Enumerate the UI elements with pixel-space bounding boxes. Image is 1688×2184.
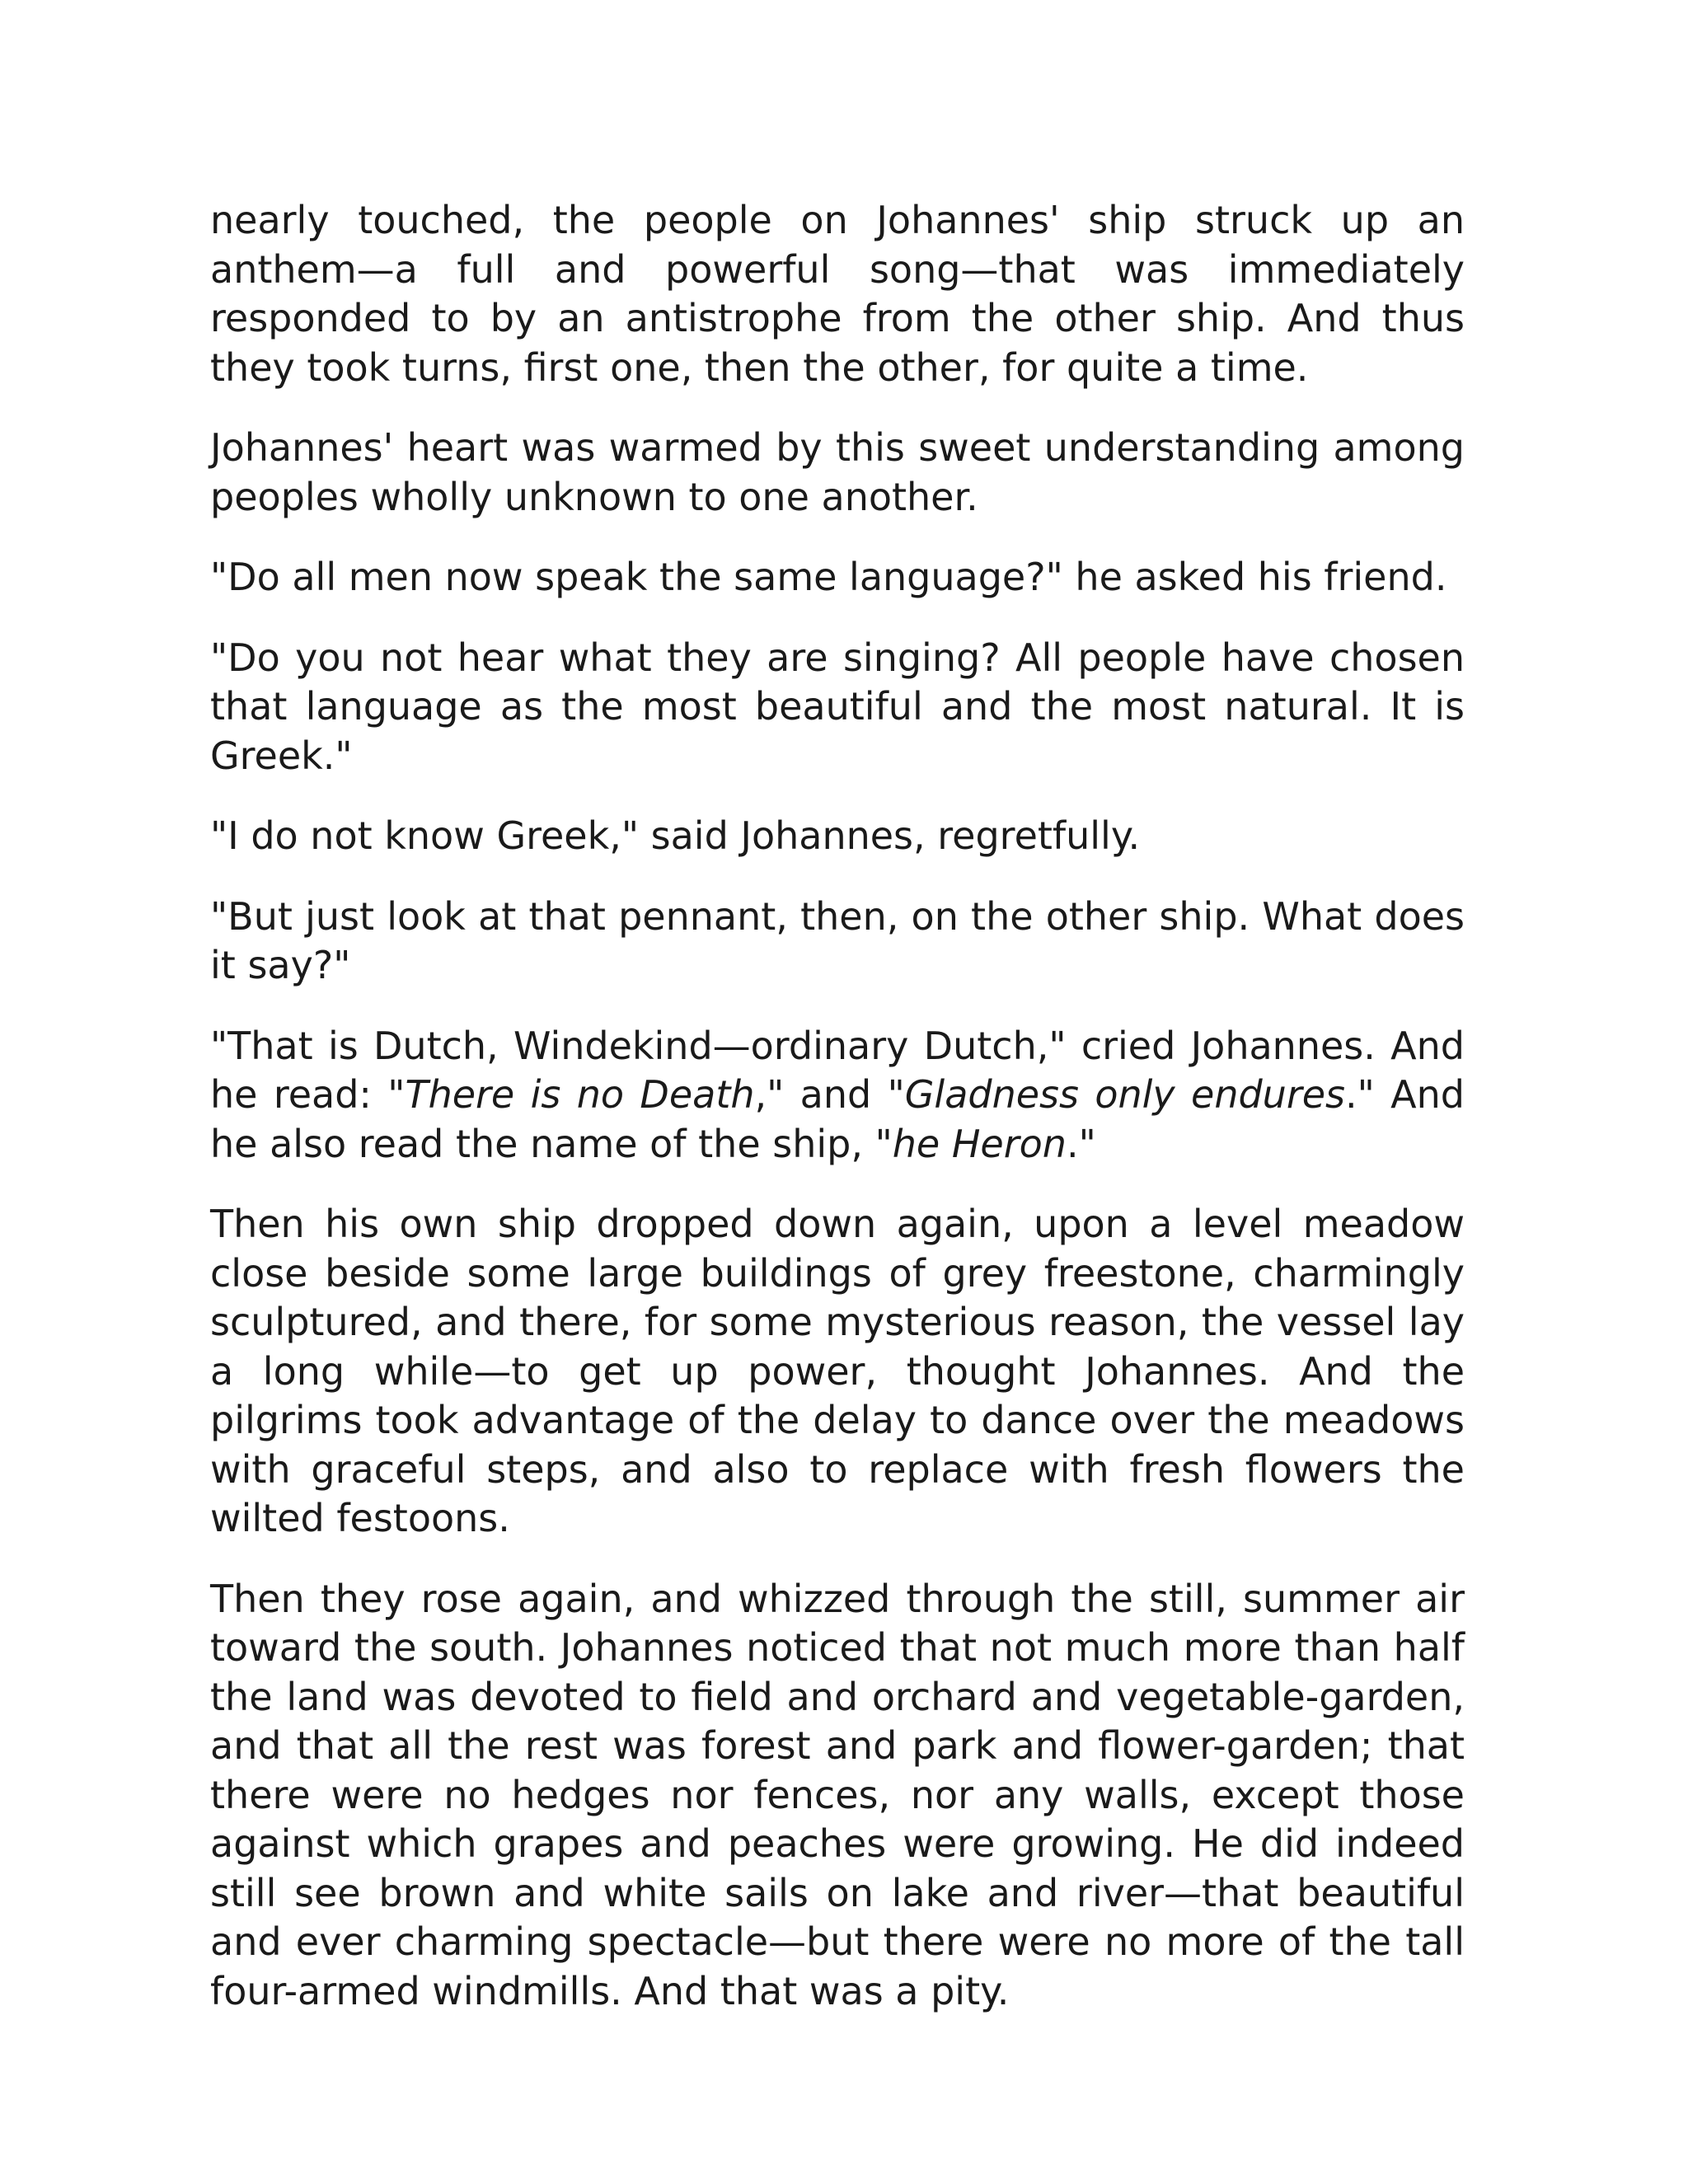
paragraph <box>210 1575 1465 2017</box>
paragraph <box>210 893 1465 991</box>
text-segment: ." And he also read the name of the ship, " <box>210 1072 1465 1166</box>
text-segment: "I do not know Greek," said Johannes, regretfully. <box>210 813 1141 858</box>
italic-text-segment: There is no Death <box>405 1072 755 1117</box>
italic-text-segment: Gladness only endures <box>904 1072 1346 1117</box>
text-segment: "But just look at that pennant, then, on the other ship. What does it say?" <box>210 893 1465 987</box>
paragraph <box>210 553 1465 602</box>
paragraph <box>210 196 1465 392</box>
text-segment: nearly touched, the people on Johannes' ship struck up an anthem—a full and powerful song—that was immediately responded to by an antistrophe from the other ship. And thus they took turns, first one, then the other, for quite a time. <box>210 198 1465 390</box>
text-segment: Then his own ship dropped down again, upon a level meadow close beside some large buildings of grey freestone, charmingly sculptured, and there, for some mysterious reason, the vessel lay a long while—to get up power, thought Johannes. And the pilgrims took advantage of the delay to dance over the meadows with graceful steps, and also to replace with fresh flowers the wilted festoons. <box>210 1202 1465 1540</box>
italic-text-segment: he Heron <box>892 1121 1067 1166</box>
text-segment: "That is Dutch, Windekind—ordinary Dutch," cried Johannes. And he read: " <box>210 1023 1465 1117</box>
paragraph <box>210 1200 1465 1544</box>
text-segment: "Do all men now speak the same language?" he asked his friend. <box>210 555 1447 599</box>
paragraph <box>210 1022 1465 1169</box>
paragraph <box>210 424 1465 522</box>
paragraph <box>210 812 1465 861</box>
text-segment: Then they rose again, and whizzed through the still, summer air toward the south. Johannes noticed that not much more than half the land was devoted to field and orchard and vegetable-garden, and that all the rest was forest and park and flower-garden; that there were no hedges nor fences, nor any walls, except those against which grapes and peaches were growing. He did indeed still see brown and white sails on lake and river—that beautiful and ever charming spectacle—but there were no more of the tall four-armed windmills. And that was a pity. <box>210 1576 1465 2013</box>
text-segment: Johannes' heart was warmed by this sweet understanding among peoples wholly unknown to one another. <box>210 425 1465 519</box>
text-segment: ." <box>1066 1121 1096 1166</box>
paragraph <box>210 634 1465 781</box>
text-segment: ," and " <box>754 1072 905 1117</box>
book-page <box>210 196 1465 2047</box>
text-segment: "Do you not hear what they are singing? All people have chosen that language as the most beautiful and the most natural. It is Greek." <box>210 635 1465 778</box>
